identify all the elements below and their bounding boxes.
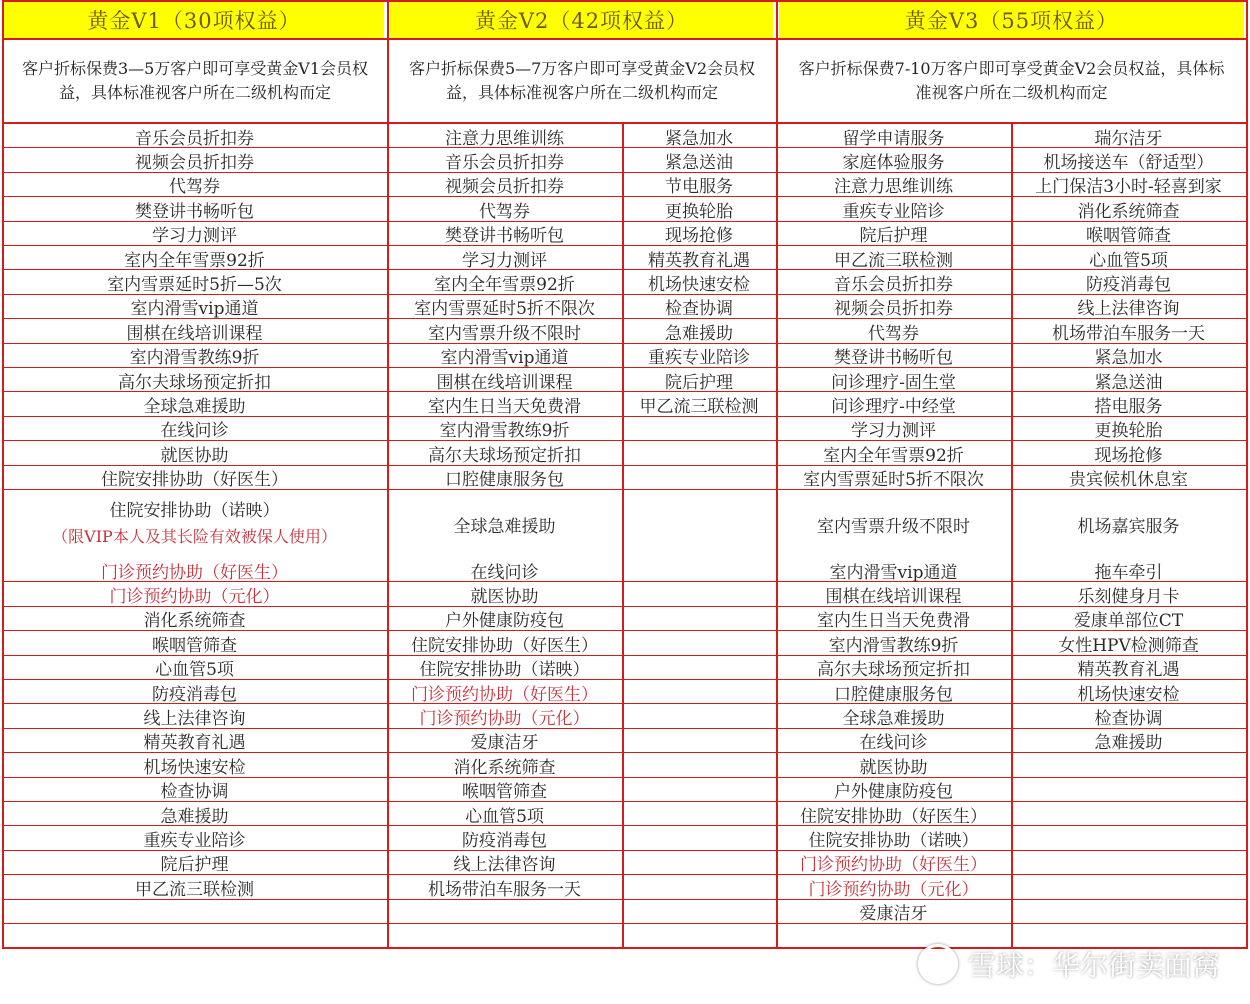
v3-benefit-item: 就医协助 <box>859 757 928 778</box>
v2-benefit-item: 室内滑雪教练9折 <box>439 421 570 442</box>
v3-benefit-item: 乐刻健身月卡 <box>1077 586 1180 607</box>
v3-benefit-item: 门诊预约协助（元化） <box>808 879 979 900</box>
v3-benefit-item: 重疾专业陪诊 <box>842 201 945 222</box>
v3-benefit-item: 爱康单部位CT <box>1073 611 1184 632</box>
v2-benefit-item: 室内生日当天免费滑 <box>428 396 581 417</box>
v2-benefit-item: 节电服务 <box>665 177 733 198</box>
v1-benefit-item: 就医协助 <box>160 445 229 466</box>
v2-benefit-item: 防疫消毒包 <box>462 830 547 851</box>
v2-benefit-item: 户外健康防疫包 <box>445 611 564 632</box>
v3-benefit-item: 女性HPV检测筛查 <box>1058 635 1199 656</box>
v2-benefit-item: 音乐会员折扣券 <box>445 152 564 173</box>
v3-benefit-item: 室内全年雪票92折 <box>823 445 964 466</box>
v3-benefit-item: 室内滑雪vip通道 <box>829 562 958 583</box>
v2-benefit-item: 院后护理 <box>665 372 733 393</box>
v3-benefit-item: 线上法律咨询 <box>1077 299 1180 320</box>
grid-hline <box>2 923 1248 924</box>
v2-benefit-item: 学习力测评 <box>462 250 547 271</box>
v1-benefit-item: 心血管5项 <box>155 660 234 681</box>
v3-benefit-item: 代驾券 <box>868 323 919 344</box>
v1-benefit-item: 急难援助 <box>160 806 229 827</box>
desc-v2-line1: 客户折标保费5—7万客户即可享受黄金V2会员权 <box>408 59 756 78</box>
header-v3: 黄金V3（55项权益） <box>779 2 1244 38</box>
v3-benefit-item: 樊登讲书畅听包 <box>834 348 953 369</box>
v1-benefit-item-multiline <box>2 490 387 558</box>
v3-benefit-item: 搭电服务 <box>1094 396 1163 417</box>
v2-benefit-item: 就医协助 <box>470 586 539 607</box>
v2-benefit-item: 喉咽管筛查 <box>462 782 547 803</box>
snowball-logo-icon <box>918 944 958 984</box>
v2-benefit-item: 急难援助 <box>665 323 733 344</box>
v1-benefit-item: 樊登讲书畅听包 <box>135 201 254 222</box>
v2-benefit-item: 住院安排协助（诺映） <box>419 660 590 681</box>
v3-benefit-item: 机场带泊车服务一天 <box>1052 323 1205 344</box>
v2-benefit-item: 紧急加水 <box>665 128 733 149</box>
v3-benefit-item: 家庭体验服务 <box>842 152 945 173</box>
v3-benefit-item: 院后护理 <box>859 226 928 247</box>
v2-benefit-item: 室内雪票升级不限时 <box>428 323 581 344</box>
v1-benefit-item: 防疫消毒包 <box>152 684 237 705</box>
v2-benefit-item: 口腔健康服务包 <box>445 470 564 491</box>
v1-multiline-note: （限VIP本人及其长险有效被保人使用） <box>52 527 337 546</box>
v2-benefit-item: 室内全年雪票92折 <box>434 274 575 295</box>
v3-benefit-item: 检查协调 <box>1094 708 1163 729</box>
v2-benefit-item: 门诊预约协助（元化） <box>419 708 590 729</box>
v2-benefit-item: 住院安排协助（好医生） <box>411 635 598 656</box>
v3-benefit-item: 室内雪票延时5折不限次 <box>803 470 984 491</box>
v2-benefit-item: 围棋在线培训课程 <box>436 372 573 393</box>
v2-benefit-item: 紧急送油 <box>665 152 733 173</box>
v1-benefit-item: 围棋在线培训课程 <box>126 323 263 344</box>
v1-benefit-item: 线上法律咨询 <box>143 708 246 729</box>
v1-benefit-item: 喉咽管筛查 <box>152 635 237 656</box>
v1-benefit-item: 门诊预约协助（好医生） <box>101 562 288 583</box>
grid-vline-major <box>1246 0 1248 948</box>
v3-benefit-item: 门诊预约协助（好医生） <box>800 855 987 876</box>
v1-benefit-item: 甲乙流三联检测 <box>135 879 254 900</box>
grid-hline <box>2 0 1248 2</box>
v2-benefit-item: 甲乙流三联检测 <box>639 396 759 417</box>
v3-benefit-item: 贵宾候机休息室 <box>1069 470 1188 491</box>
v1-benefit-item: 室内滑雪教练9折 <box>129 348 260 369</box>
v3-benefit-item: 拖车牵引 <box>1094 562 1163 583</box>
v3-benefit-item: 机场接送车（舒适型） <box>1043 152 1214 173</box>
v3-benefit-item: 室内滑雪教练9折 <box>828 635 959 656</box>
v2-benefit-item: 樊登讲书畅听包 <box>445 226 564 247</box>
v3-benefit-item: 爱康洁牙 <box>859 904 928 925</box>
v2-benefit-item: 精英教育礼遇 <box>648 250 750 271</box>
v1-benefit-item: 学习力测评 <box>152 226 237 247</box>
v2-benefit-item: 现场抢修 <box>665 226 733 247</box>
v1-benefit-item: 代驾券 <box>169 177 220 198</box>
v2-benefit-item: 全球急难援助 <box>453 516 556 537</box>
v1-benefit-item: 音乐会员折扣券 <box>135 128 254 149</box>
v3-benefit-item: 问诊理疗-中经堂 <box>831 396 956 417</box>
v3-benefit-item: 学习力测评 <box>851 421 936 442</box>
v2-benefit-item: 机场带泊车服务一天 <box>428 879 581 900</box>
desc-v1-line1: 客户折标保费3—5万客户即可享受黄金V1会员权 <box>21 59 369 78</box>
watermark-text: 雪球：华尔街卖面窝 <box>967 949 1220 982</box>
v3-benefit-item: 住院安排协助（诺映） <box>808 830 979 851</box>
v3-benefit-item: 留学申请服务 <box>842 128 945 149</box>
desc-v3-line1: 客户折标保费7-10万客户即可享受黄金V2会员权益，具体标 <box>798 59 1225 78</box>
v2-benefit-item: 机场快速安检 <box>648 274 750 295</box>
v3-benefit-item: 防疫消毒包 <box>1086 274 1171 295</box>
v2-benefit-item: 代驾券 <box>479 201 530 222</box>
v3-benefit-item: 紧急送油 <box>1094 372 1163 393</box>
v3-benefit-item: 急难援助 <box>1094 733 1163 754</box>
v2-benefit-item: 视频会员折扣券 <box>445 177 564 198</box>
v3-benefit-item: 室内生日当天免费滑 <box>817 611 970 632</box>
v2-benefit-item: 线上法律咨询 <box>453 855 556 876</box>
v3-benefit-item: 精英教育礼遇 <box>1077 660 1180 681</box>
v2-benefit-item: 重疾专业陪诊 <box>648 348 750 369</box>
desc-v1-line2: 益，具体标准视客户所在二级机构而定 <box>58 83 331 102</box>
v3-benefit-item: 紧急加水 <box>1094 348 1163 369</box>
v2-benefit-item: 消化系统筛查 <box>453 757 556 778</box>
v2-benefit-item: 心血管5项 <box>465 806 544 827</box>
v3-benefit-item: 机场嘉宾服务 <box>1077 516 1180 537</box>
v3-benefit-item: 注意力思维训练 <box>834 177 953 198</box>
desc-v2-line2: 益，具体标准视客户所在二级机构而定 <box>445 83 718 102</box>
v3-benefit-item: 音乐会员折扣券 <box>834 274 953 295</box>
header-v2: 黄金V2（42项权益） <box>390 2 773 38</box>
v2-benefit-item: 门诊预约协助（好医生） <box>411 684 598 705</box>
desc-v1 <box>4 40 386 122</box>
v3-benefit-item: 更换轮胎 <box>1094 421 1163 442</box>
v3-benefit-item: 围棋在线培训课程 <box>825 586 962 607</box>
v2-benefit-item: 室内滑雪vip通道 <box>440 348 569 369</box>
header-v1: 黄金V1（30项权益） <box>4 2 384 38</box>
v3-benefit-item: 住院安排协助（好医生） <box>800 806 987 827</box>
v1-benefit-item: 门诊预约协助（元化） <box>109 586 280 607</box>
v1-multiline-main: 住院安排协助（诺映） <box>109 501 280 521</box>
watermark <box>918 944 1220 984</box>
v3-benefit-item: 上门保洁3小时-轻喜到家 <box>1035 177 1222 198</box>
v1-benefit-item: 全球急难援助 <box>143 396 246 417</box>
v3-benefit-item: 户外健康防疫包 <box>834 782 953 803</box>
v3-benefit-item: 问诊理疗-固生堂 <box>831 372 956 393</box>
v2-benefit-item: 更换轮胎 <box>665 201 733 222</box>
v3-benefit-item: 瑞尔洁牙 <box>1094 128 1163 149</box>
v1-benefit-item: 室内滑雪vip通道 <box>130 299 259 320</box>
v3-benefit-item: 在线问诊 <box>859 733 928 754</box>
v2-benefit-item: 高尔夫球场预定折扣 <box>428 445 581 466</box>
v3-benefit-item: 消化系统筛查 <box>1077 201 1180 222</box>
v3-benefit-item: 机场快速安检 <box>1077 684 1180 705</box>
v1-benefit-item: 精英教育礼遇 <box>143 733 246 754</box>
v1-benefit-item: 室内全年雪票92折 <box>124 250 265 271</box>
v1-benefit-item: 检查协调 <box>160 782 229 803</box>
v1-benefit-item: 室内雪票延时5折—5次 <box>107 274 282 295</box>
v3-benefit-item: 喉咽管筛查 <box>1086 226 1171 247</box>
v1-benefit-item: 住院安排协助（好医生） <box>101 470 288 491</box>
v2-benefit-item: 爱康洁牙 <box>470 733 539 754</box>
v1-benefit-item: 高尔夫球场预定折扣 <box>118 372 271 393</box>
v3-benefit-item: 心血管5项 <box>1089 250 1168 271</box>
v3-benefit-item: 现场抢修 <box>1094 445 1163 466</box>
desc-v3-line2: 准视客户所在二级机构而定 <box>915 83 1108 102</box>
v3-benefit-item: 视频会员折扣券 <box>834 299 953 320</box>
desc-v3 <box>777 40 1246 122</box>
v3-benefit-item: 高尔夫球场预定折扣 <box>817 660 970 681</box>
v3-benefit-item: 全球急难援助 <box>842 708 945 729</box>
v3-benefit-item: 甲乙流三联检测 <box>834 250 953 271</box>
desc-v2 <box>388 40 776 122</box>
v1-benefit-item: 视频会员折扣券 <box>135 152 254 173</box>
v1-benefit-item: 重疾专业陪诊 <box>143 830 246 851</box>
v3-benefit-item: 室内雪票升级不限时 <box>817 516 970 537</box>
v1-benefit-item: 院后护理 <box>160 855 229 876</box>
v1-benefit-item: 机场快速安检 <box>143 757 246 778</box>
v1-benefit-item: 在线问诊 <box>160 421 229 442</box>
v2-benefit-item: 在线问诊 <box>470 562 539 583</box>
v2-benefit-item: 注意力思维训练 <box>445 128 564 149</box>
v2-benefit-item: 室内雪票延时5折不限次 <box>414 299 595 320</box>
v1-benefit-item: 消化系统筛查 <box>143 611 246 632</box>
v2-benefit-item: 检查协调 <box>665 299 733 320</box>
v3-benefit-item: 口腔健康服务包 <box>834 684 953 705</box>
grid-hline <box>2 38 1248 40</box>
